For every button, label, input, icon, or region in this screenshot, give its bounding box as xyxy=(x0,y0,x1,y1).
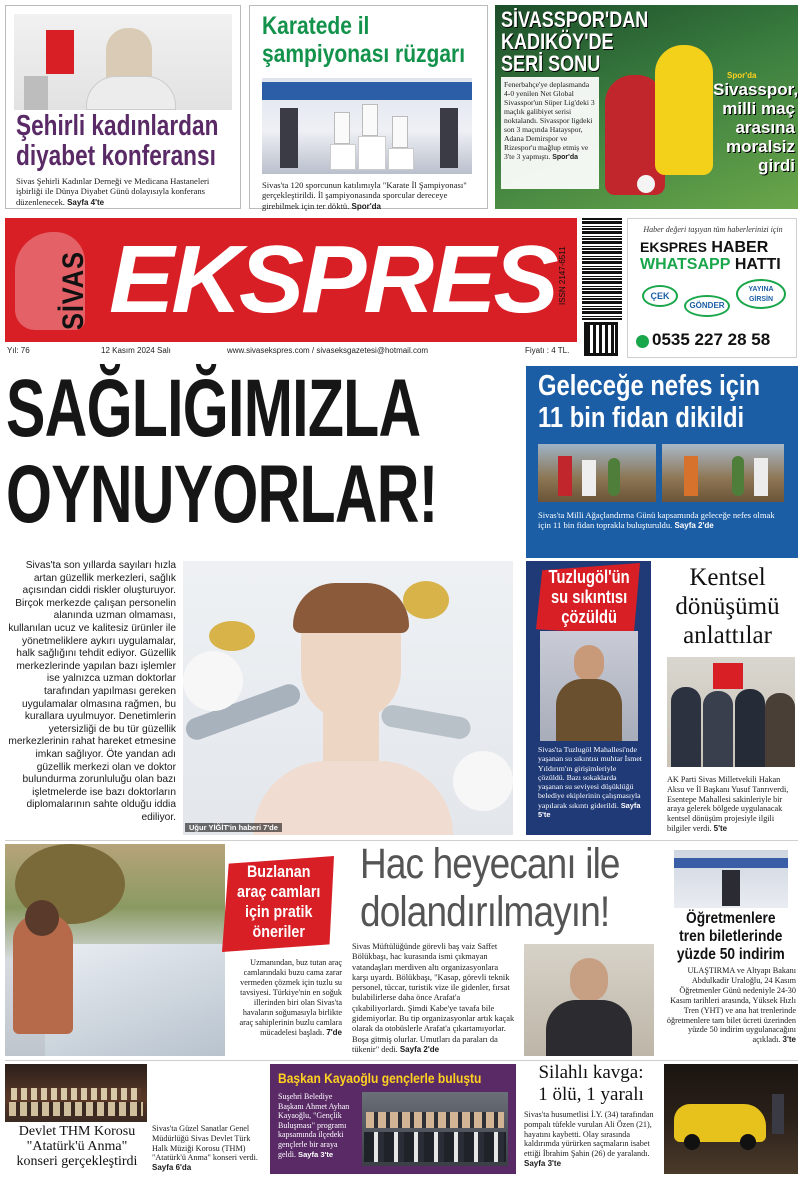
wheel xyxy=(684,1134,700,1150)
lead-photo-facial xyxy=(183,561,513,835)
whatsapp-phone: 0535 227 28 58 xyxy=(652,330,771,349)
man-body xyxy=(556,679,622,741)
podium-block xyxy=(358,136,386,170)
choir-row xyxy=(9,1102,143,1116)
side-headline-box xyxy=(713,71,798,175)
hac-text: Sivas Müftülüğünde görevli baş vaiz Saffet Bölükbaşı, hac kurasında ismi çıkmayan vatandaşları merdiven altı organizasyonlara karşı uyardı. Bölükbaşı, "Kasap, görevli teknik personel, tüccar, turistik vize ile gidenler, fırsat bulabilirlerse daha önce Arafat'a çıkabiliyorlardı. Şimdi Kabe'ye tavafa bile gidemiyorlar. Bu tip organizasyonlar artık kaçak olarak da otobüslerle Arafat'a çıkartamıyorlar. Boşa gitmiş olurlar. Umutları da paraları da tükenir" dedi. Sayfa 2'de xyxy=(352,942,515,1054)
teaser-karate[interactable] xyxy=(249,5,488,209)
ogretmen-photo xyxy=(674,850,788,908)
choir-row xyxy=(11,1088,141,1100)
podium-block xyxy=(388,148,414,170)
teaser-text-box xyxy=(501,77,599,189)
page-ref: Sayfa 3'te xyxy=(298,1149,334,1159)
issn-text: ISSN 2147-6511 xyxy=(558,246,567,305)
whatsapp-box[interactable] xyxy=(627,218,797,358)
speaker xyxy=(722,870,740,906)
page-ref: 3'te xyxy=(782,1035,796,1045)
photo-credit[interactable]: Uğur YİĞİT'in haberi 7'de xyxy=(185,823,282,832)
person xyxy=(671,687,701,767)
year: Yıl: 76 xyxy=(7,346,30,355)
tuzlugol-photo xyxy=(540,631,638,741)
athlete-figure xyxy=(334,112,350,144)
gloved-hand xyxy=(183,651,243,711)
crowd-row xyxy=(364,1132,506,1162)
page-ref: Sayfa 4'te xyxy=(67,197,105,207)
kayaoglu-photo xyxy=(362,1092,508,1166)
person xyxy=(735,689,765,767)
hair xyxy=(293,583,409,633)
podium-block xyxy=(330,144,356,170)
woman-head xyxy=(25,900,59,936)
teaser-text: Sivas'ta 120 sporcunun katılımıyla "Karate İl Şampiyonası" gerçekleştirildi. İl şampiyonasında sporcular dereceye girebilmek için ter döktü. Spor'da xyxy=(262,180,467,211)
price: Fiyatı : 4 TL. xyxy=(525,346,570,355)
thm-text: Sivas'ta Güzel Sanatlar Genel Müdürlüğü Sivas Devlet Türk Halk Müziği Korosu (THM) "Atatürk'ü Anma" konseri verdi. Sayfa 6'da xyxy=(152,1124,258,1173)
kavga-headline[interactable]: Silahlı kavga: 1 ölü, 1 yaralı xyxy=(538,1062,644,1105)
ogretmen-headline: Öğretmenlere tren biletlerinde yüzde 50 indirim xyxy=(676,910,785,963)
page-ref: Spor'da xyxy=(351,201,381,211)
device-right xyxy=(403,581,449,619)
banner-strip xyxy=(262,82,472,100)
kayaoglu-headline: Başkan Kayaoğlu gençlerle buluştu xyxy=(278,1070,482,1086)
divider xyxy=(5,1060,798,1061)
kentsel-box[interactable] xyxy=(657,561,798,835)
tuzlugol-headline: Tuzlugöl'ün su sıkıntısı çözüldü xyxy=(548,567,630,627)
man-body xyxy=(546,1000,632,1056)
gloved-hand xyxy=(453,751,513,811)
fidan-photo-1 xyxy=(538,444,656,502)
section-tag: Spor'da xyxy=(727,71,757,80)
person xyxy=(582,460,596,496)
buzlanan-text: Uzmanından, buz tutan araç camlarındaki buzu cama zarar vermeden çözmek için tuzlu su tavsiyesi. Türkiye'nin en soğuk illerinden biri olan Sivas'ta havaların soğumasıyla birlikte araç sahiplerinin buzlu camlara mücadelesi başladı. 7'de xyxy=(239,958,342,1037)
page-ref: Sayfa 2'de xyxy=(674,521,714,531)
fidan-headline: Geleceğe nefes için 11 bin fidan dikildi xyxy=(538,370,761,434)
man-head xyxy=(570,958,608,1002)
fidan-photo-2 xyxy=(662,444,784,502)
speaker-body xyxy=(86,76,176,110)
teaser-photo-speaker xyxy=(14,14,232,110)
athlete-figure xyxy=(362,104,378,136)
fidan-box[interactable] xyxy=(526,366,798,558)
fidan-text: Sivas'ta Milli Ağaçlandırma Günü kapsamında geleceğe nefes olmak için 11 bin fidan toprakla buluşturuldu. Sayfa 2'de xyxy=(538,510,775,531)
lead-body: Sivas'ta son yıllarda sayıları hızla artan güzellik merkezleri, sağlık açısından ciddi riskler oluşturuyor. Birçok merkezde çalışan personelin alanında uzman olmaması, kullanılan ucuz ve kalitesiz ürünler ile yönetmeliklere aykırı uygulamalar, halk sağlığını tehdit ediyor. Güzellik merkezlerinde yapılan bazı işlemler ise yalnızca uzman doktorlar tarafından yapılması gereken uygulamalar olmasına rağmen, bu kurallara uyulmuyor. Denetimlerin yetersizliği de bu tür güzellik merkezlerinin rahat hareket etmesine imkan sağlıyor. Öte yandan adı güzellik merkezi olan ve doktor bulundurma zorunluluğu olan bazı işletmelerde ise bazı doktorların diplomalarının sahte olduğu iddia ediliyor. xyxy=(8,560,176,823)
podium xyxy=(24,76,48,110)
buzlanan-photo xyxy=(5,844,225,1056)
barcode xyxy=(582,218,622,320)
ball xyxy=(637,175,655,193)
page-ref: Sayfa 3'te xyxy=(524,1158,562,1168)
masthead-banner[interactable] xyxy=(5,218,577,342)
date: 12 Kasım 2024 Salı xyxy=(101,346,171,355)
kentsel-photo xyxy=(667,657,795,767)
kentsel-text: AK Parti Sivas Milletvekili Hakan Aksu ve İl Başkanı Yusuf Tanrıverdi, Esentepe Mahallesi sakinleriyle bir araya gelerek bölgede uygulanacak kentsel dönüşüm projesiyle ilgili bilgiler verdi. 5'te xyxy=(667,775,789,833)
kentsel-headline: Kentsel dönüşümü anlattılar xyxy=(675,564,780,649)
sapling xyxy=(608,458,620,496)
whatsapp-intro: Haber değeri taşıyan tüm haberlerinizi için xyxy=(643,225,783,234)
tuzlugol-text: Sivas'ta Tuzlugöl Mahallesi'nde yaşanan su sıkıntısı muhtar İsmet Yıldırım'ın girişimleriyle çözüldü. Bazı sokaklarda yaşanan su seviyesi düşüklüğü belediye ekiplerinin çalışmasıyla yapılarak sıkıntı giderildi. Sayfa 5'te xyxy=(538,745,642,820)
teaser-sivasspor[interactable] xyxy=(495,5,798,209)
shoulders xyxy=(253,761,453,835)
kavga-photo xyxy=(664,1064,798,1174)
teaser-text: Sivas Şehirli Kadınlar Derneği ve Medicana Hastaneleri işbirliği ile Dünya Diyabet Günü dolayısıyla konferans düzenlenecek. Sayfa 4'te xyxy=(16,176,210,207)
kayaoglu-text: Suşehri Belediye Başkanı Ahmet Ayhan Kayaoğlu, "Gençlik Buluşması" programı kapsamında ilçedeki gençlerle bir araya geldi. Sayfa 3'te xyxy=(278,1092,350,1159)
wheel xyxy=(740,1134,756,1150)
flag-icon xyxy=(713,663,743,689)
device-left xyxy=(209,621,255,651)
person xyxy=(558,456,572,496)
person xyxy=(754,458,768,496)
person xyxy=(703,691,733,767)
person xyxy=(772,1094,784,1134)
whatsapp-title: EKSPRES HABER WHATSAPP HATTI xyxy=(640,239,781,273)
step-cek: ÇEK xyxy=(642,285,678,307)
teaser-text: Fenerbahçe'ye deplasmanda 4-0 yenilen Net Global Sivasspor'un Süper Lig'deki 3 maçlık galibiyet serisi noktalandı. Sivasspor ligdeki son 3 maçında Hatayspor, Adana Demirspor ve Rizespor'u mağlup etmiş ve 3'te 3 yapmıştı. Spor'da xyxy=(504,80,595,161)
thm-headline[interactable]: Devlet THM Korosu "Atatürk'ü Anma" konseri gerçekleştirdi xyxy=(16,1124,138,1169)
athlete-figure xyxy=(392,116,408,148)
page-ref: Sayfa 6'da xyxy=(152,1163,192,1173)
person xyxy=(765,693,795,767)
qr-code xyxy=(584,322,618,356)
side-headline: Sivasspor, milli maç arasına moralsiz girdi xyxy=(713,80,798,175)
stage-strip xyxy=(674,858,788,868)
ogretmen-text: ULAŞTIRMA ve Altyapı Bakanı Abdulkadir Uraloğlu, 24 Kasım Öğretmenler Günü nedeniyle 24-30 Kasım tarihleri arasında, Yüksek Hızlı Tren (YHT) ve ana hat trenlerinde öğretmenlere tam bilet ücreti üzerinden yüzde 50 indirim uygulanacağını açıkladı. 3'te xyxy=(666,966,796,1045)
buzlanan-headline[interactable]: Buzlanan araç camları için pratik öneriler xyxy=(237,862,321,941)
page-ref: Sayfa 5'te xyxy=(538,800,641,820)
whatsapp-icon xyxy=(636,335,649,348)
teaser-diyabet[interactable] xyxy=(5,5,241,209)
page-ref: 5'te xyxy=(713,823,728,833)
teaser-headline: SİVASSPOR'DAN KADIKÖY'DE SERİ SONU xyxy=(501,7,649,76)
brand-small: SİVAS xyxy=(57,251,90,330)
step-yayina: YAYINA GİRSİN xyxy=(736,279,786,309)
teaser-headline: Karatede il şampiyonası rüzgarı xyxy=(262,12,466,68)
flag-icon xyxy=(46,30,74,74)
dateline xyxy=(5,346,577,358)
teaser-headline: Şehirli kadınlardan diyabet konferansı xyxy=(16,110,219,172)
thm-photo xyxy=(5,1064,147,1122)
kavga-text: Sivas'ta husumetlisi İ.Y. (34) tarafından pompalı tüfekle vurulan Ali Özen (21), hayatını kaybetti. Olay sırasında kaldırımda yürürken saçmaların isabet ettiği İbrahim Şahin (26) de yaralandı. Sayfa 3'te xyxy=(524,1110,654,1168)
official-figure xyxy=(440,108,458,168)
tuzlugol-box[interactable] xyxy=(526,561,651,835)
lead-headline[interactable]: SAĞLIĞIMIZLA OYNUYORLAR! xyxy=(6,363,438,540)
brand-logo: EKSPRES xyxy=(109,226,556,333)
website[interactable]: www.sivasekspres.com / sivaseksgazetesi@hotmail.com xyxy=(227,346,429,355)
page-ref: 7'de xyxy=(326,1028,342,1037)
player-yellow xyxy=(655,45,713,175)
ogretmen-box[interactable] xyxy=(660,844,798,1056)
page-ref: Sayfa 2'de xyxy=(399,1044,440,1054)
person xyxy=(684,456,698,496)
teaser-photo-podium xyxy=(262,78,472,174)
device-wand-right xyxy=(380,703,472,740)
hac-photo xyxy=(524,944,654,1056)
crowd-row xyxy=(366,1112,504,1128)
sapling xyxy=(732,456,744,496)
page-ref: Spor'da xyxy=(552,154,578,161)
man-head xyxy=(574,645,604,681)
step-gonder: GÖNDER xyxy=(684,295,730,317)
official-figure xyxy=(280,108,298,168)
kayaoglu-box[interactable] xyxy=(270,1064,516,1174)
hac-headline[interactable]: Hac heyecanı ile dolandırılmayın! xyxy=(360,840,620,936)
